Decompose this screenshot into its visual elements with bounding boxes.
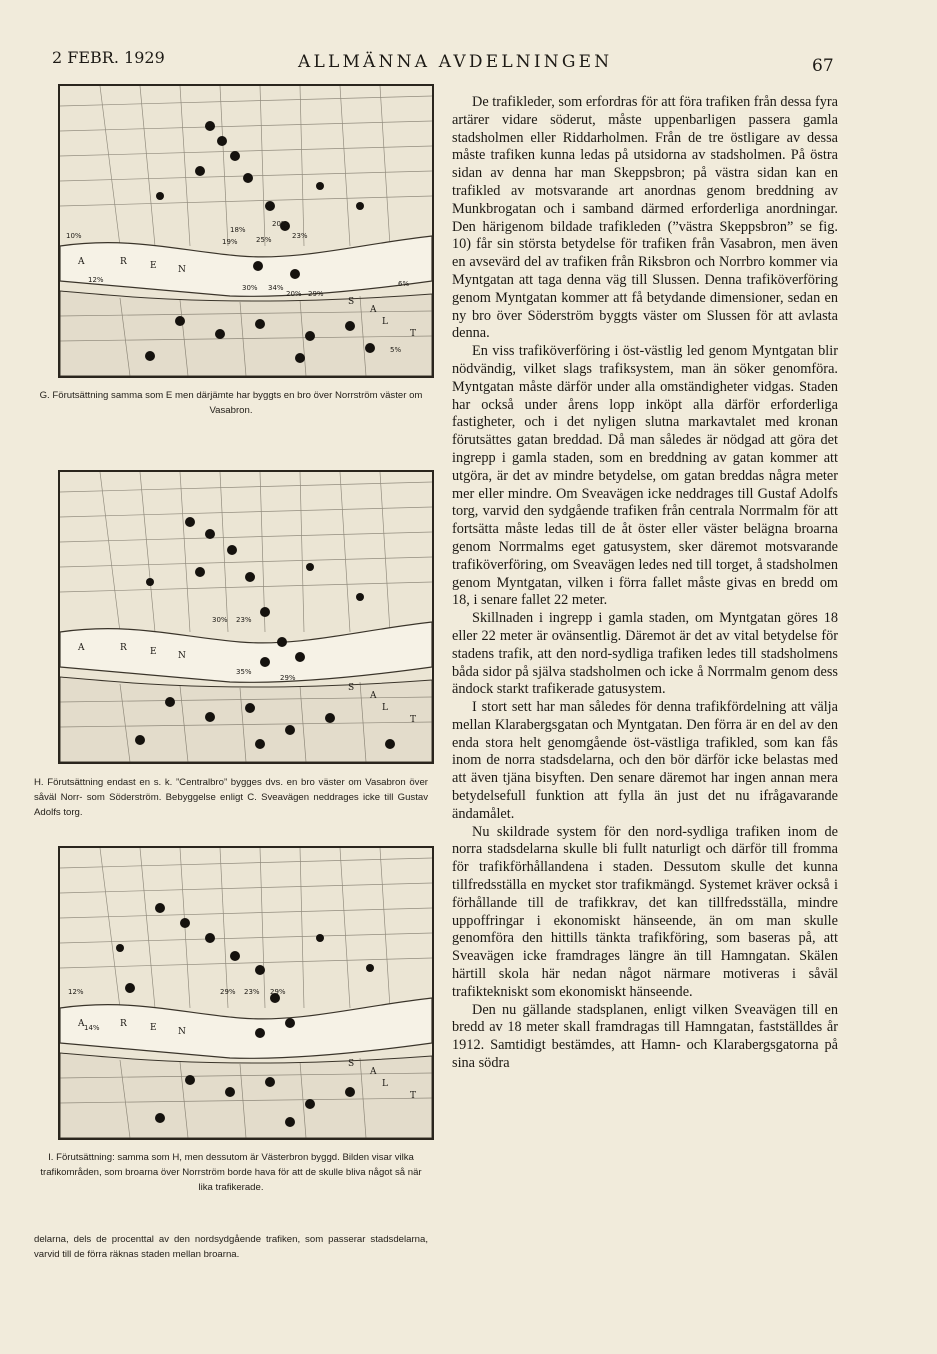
article-body [452,94,838,1073]
body-paragraph-2: En viss trafiköverföring i öst-västlig led genom Myntgatan blir nödvändig, vilket slags trafiksystem, man än söker genomföra. Myntgatan måste därför under alla omständigheter vidgas. Staden har också under årens lopp inköpt alla därför erforderliga fastigheter, och i det nyligen slutna markavtalet med kronan förutsättes gatan breddad. Då man således är nödgad att göra det ingrepp i gamla staden, som en breddning av gatan kommer att utgöra, är det av mindre betydelse, om gatan breddas några meter mer eller mindre. Om Sveavägen icke neddrages till Gustaf Adolfs torg, varvid den sydgående trafiken från centrala Norrmalm för att fortsätta måste ledas till de åt öster eller väster belägna broarna genom Norrmalms eget gatusystem, sker däremot motsvarande trafiköverföring, om Sveavägen ledes ned till torget, å stadsholmen genom Myntgatan, vilken i förra fallet måste givas en bredd om 18, i senare fallet 22 meter. [452,343,838,609]
map-g-percent-7: 25% [256,236,272,244]
map-i-label-s: S [348,1059,355,1069]
map-g-label-t: T [410,329,417,339]
map-h-label-l: L [382,703,388,713]
map-i-label-l: L [382,1079,388,1089]
map-g-percent-12: 6% [398,280,410,288]
map-g-label-n: N [178,265,186,275]
map-g-percent-13: 5% [390,346,402,354]
map-h-percent-4: 29% [280,674,296,682]
map-i-percent-4: 23% [244,988,260,996]
body-paragraph-4: I stort sett har man således för denna trafikfördelning att välja mellan Klarabergsgatan och Myntgatan. Den förra är en del av den enda stora helt genomgående öst-västliga trafikled, som kan fås inom de norra stadsdelarna, och den bör därför icke belastas med att även tjäna bisyften. Den senare däremot har ingen annan mera betydelsefull funktion att fylla än just det nu ifrågavarande ändamålet. [452,699,838,822]
map-g-percent-3: 18% [230,226,246,234]
map-g [58,84,434,378]
map-g-label-l: L [382,317,388,327]
map-g-label-e: E [150,261,157,271]
map-g-percent-9: 34% [268,284,284,292]
map-g-percent-2: 12% [88,276,104,284]
map-i-label-t: T [410,1091,417,1101]
map-i-label-a2: A [370,1067,377,1077]
body-paragraph-3: Skillnaden i ingrepp i gamla staden, om Myntgatan göres 18 eller 22 meter är ovänsentlig. Däremot är det av vital betydelse för stadens trafik, att den nord-sydliga trafiken ledes till stadsholmens båda sidor på själva stadsholmen och icke å Norrmalm genom dess ändock starkt trafikerade gatusystem. [452,610,838,698]
map-g-percent-8: 30% [242,284,258,292]
issue-date: 2 FEBR. 1929 [52,48,165,67]
map-h-label-s: S [348,683,355,693]
map-g-percent-10: 20% [286,290,302,298]
map-h-percent-2: 23% [236,616,252,624]
map-g-label-a: A [78,257,85,267]
map-g-label-a2: A [370,305,377,315]
map-i-figure [60,848,432,1138]
body-paragraph-5: Nu skildrade system för den nord-sydliga trafiken inom de norra stadsdelarna skulle bli fullt naturligt och därför till fromma för trafikförhållandena i staden. Dessutom skulle det kunna tillfredsställa en mycket stor trafikmängd. Systemet kräver också i förhållande till de trafikkrav, det kan tillfredsställa, mindre uppoffringar i ekonomiskt hänseende, än om man skulle genomföra den hittills tänkta trafikföring, som baseras på, att Sveavägen icke framdrages längre än till Hamngatan. Skälen härtill skola här nedan något närmare motiveras i såväl trafiktekniskt som ekonomiskt hänseende. [452,823,838,1000]
map-g-label-s: S [348,297,355,307]
map-g-caption: G. Förutsättning samma som E men därjämte har byggts en bro över Norrström väster om Vasabron. [39,390,423,416]
map-g-percent-5: 20% [272,220,288,228]
map-h-caption: H. Förutsättning endast en s. k. ”Centralbro” bygges dvs. en bro väster om Vasabron över såväl Norr- som Söderström. Bebyggelse enligt C. Sveavägen neddrages icke till Gustav Adolfs torg. [34,777,428,818]
section-title: ALLMÄNNA AVDELNINGEN [298,52,613,72]
running-header [0,46,937,76]
map-h-percent-1: 30% [212,616,228,624]
map-g-percent-1: 10% [66,232,82,240]
map-i-percent-1: 12% [68,988,84,996]
map-i-percent-3: 29% [220,988,236,996]
map-i [58,846,434,1140]
body-paragraph-1: De trafikleder, som erfordras för att föra trafiken från dessa fyra artärer vidare söderut, måste uppenbarligen passera gamla stadsholmen eller Riddarholmen. Från de tre östligare av dessa måste trafiken kunna ledas på utsidorna av stadsholmen. På östra sidan av denna har man Skeppsbron; på västra sidan kan en trafikled av motsvarande art anordnas genom breddning av Munkbrogatan och i samband därmed erforderliga anordningar. Den härigenom bildade trafikleden (”västra Skeppsbron” se fig. 10) får sin största betydelse för trafiken från Vasabron, men även en avsevärd del av trafiken från Riksbron och Norrbro kommer via Myntgatan att taga denna väg till Slussen. Denna trafiköverföring genom Myntgatan kommer att få betydande dimensioner, sedan en ny bro över Söderström byggts väster om Slussen för att avlasta denna. [452,94,838,342]
footnote-text: delarna, dels de procenttal av den nordsydgående trafiken, som passerar stadsdelarna, varvid till de förra räknas staden mellan broarna. [34,1234,428,1260]
map-i-label-e: E [150,1023,157,1033]
map-g-percent-6: 23% [292,232,308,240]
map-g-percent-4: 19% [222,238,238,246]
map-h-figure [60,472,432,762]
map-h-label-a: A [78,643,85,653]
map-i-label-a: A [78,1019,85,1029]
map-i-label-r: R [120,1019,127,1029]
map-h-percent-3: 35% [236,668,252,676]
map-h-label-n: N [178,651,186,661]
map-h-label-a2: A [370,691,377,701]
map-g-figure [60,86,432,376]
map-h-label-t: T [410,715,417,725]
map-h-label-r: R [120,643,127,653]
map-i-percent-2: 14% [84,1024,100,1032]
map-h-label-e: E [150,647,157,657]
map-g-percent-11: 29% [308,290,324,298]
map-i-caption: I. Förutsättning: samma som H, men dessutom är Västerbron byggd. Bilden visar vilka trafikområden, som broarna över Norrström borde hava för att de skulle bliva något så när lika trafikerade. [40,1152,422,1193]
body-paragraph-6: Den nu gällande stadsplanen, enligt vilken Sveavägen till en bredd av 18 meter skall framdragas till Hamngatan, fastställdes år 1912. Samtidigt bestämdes, att Hamn- och Klarabergsgatorna på sina södra [452,1001,838,1072]
map-g-label-r: R [120,257,127,267]
map-h [58,470,434,764]
page-number: 67 [812,56,834,76]
map-i-percent-5: 29% [270,988,286,996]
map-i-label-n: N [178,1027,186,1037]
